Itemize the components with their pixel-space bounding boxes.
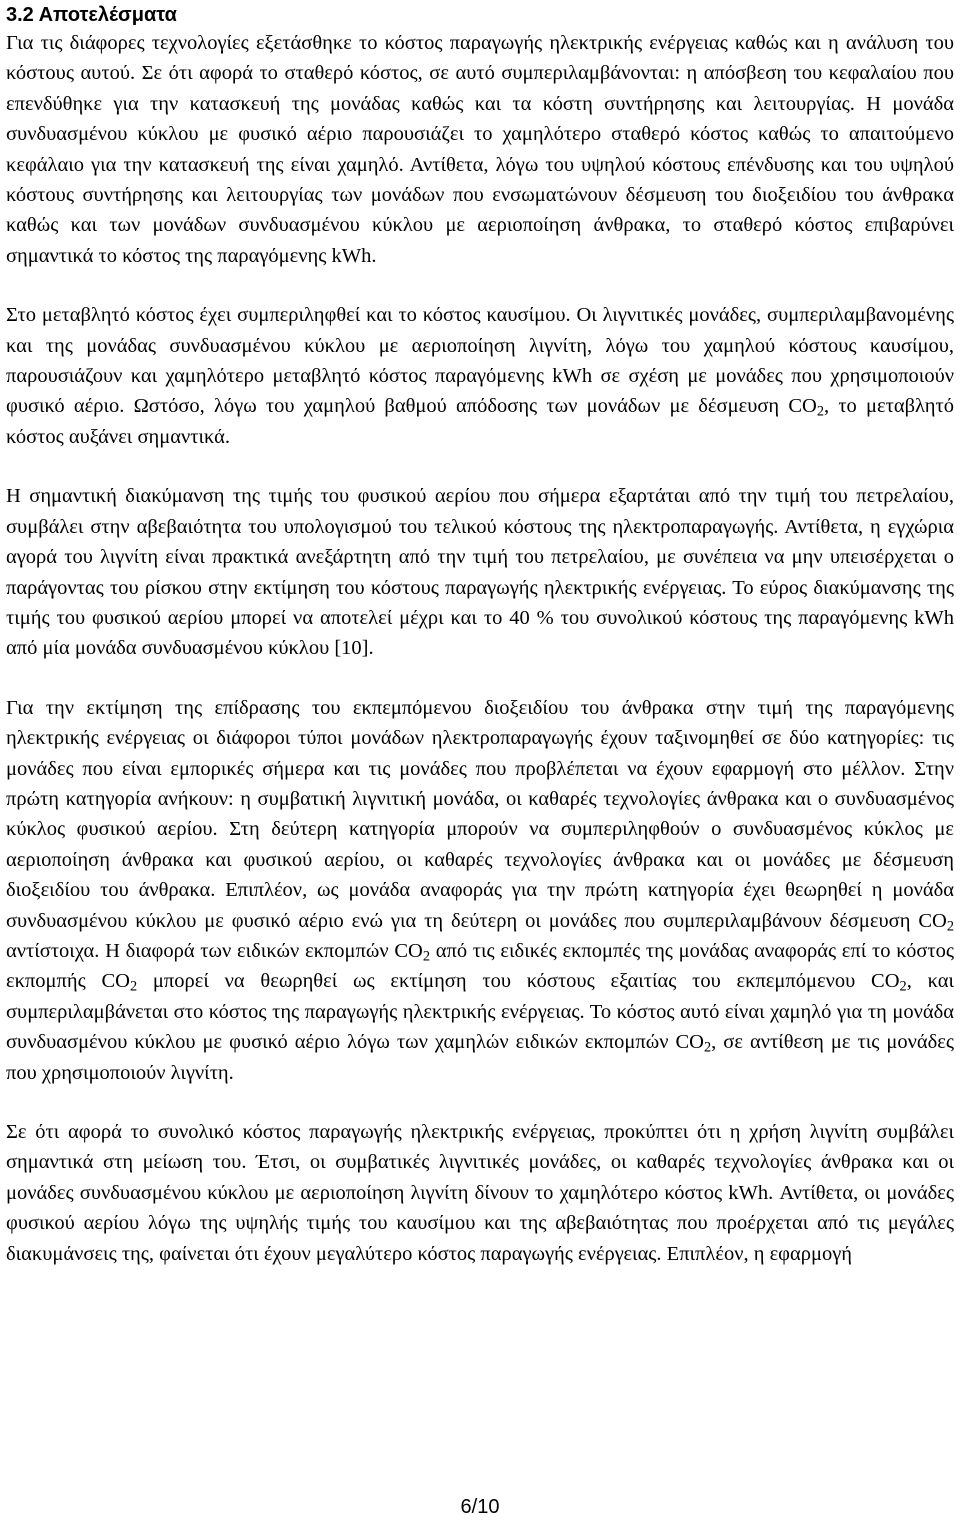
paragraph-text: Η σημαντική διακύμανση της τιμής του φυσικού αερίου που σήμερα εξαρτάται από την τιμή του πετρελαίου, συμβάλει στην αβεβαιότητα του υπολογισμού του τελικού κόστους της ηλεκτροπαραγωγής. Αντίθετα, η εγχώρια αγορά του λιγνίτη είναι πρακτικά ανεξάρτητη από την τιμή του πετρελαίου, με συνέπεια να μην υπεισέρχεται ο παράγοντας του ρίσκου στην εκτίμηση του κόστους παραγωγής ηλεκτρικής ενέργειας. Το εύρος διακύμανσης της τιμής του φυσικού αερίου μπορεί να αποτελεί μέχρι και το 40 % του συνολικού κόστους της παραγόμενης kWh από μία μονάδα συνδυασμένου κύκλου [10]. [6,485,954,660]
paragraph-4 [6,693,954,1088]
paragraph-text: Για την εκτίμηση της επίδρασης του εκπεμπόμενου διοξειδίου του άνθρακα στην τιμή της παραγόμενης ηλεκτρικής ενέργειας οι διάφοροι τύποι μονάδων ηλεκτροπαραγωγής έχουν ταξινομηθεί σε δύο κατηγορίες: τις μονάδες που είναι εμπορικές σήμερα και τις μονάδες που προβλέπεται να έχουν εφαρμογή στο μέλλον. Στην πρώτη κατηγορία ανήκουν: η συμβατική λιγνιτική μονάδα, οι καθαρές τεχνολογίες άνθρακα και ο συνδυασμένος κύκλος φυσικού αερίου. Στη δεύτερη κατηγορία μπορούν να συμπεριληφθούν ο συνδυασμένος κύκλος με αεριοποίηση άνθρακα και φυσικού αερίου, οι καθαρές τεχνολογίες άνθρακα και οι μονάδες με δέσμευση διοξειδίου του άνθρακα. Επιπλέον, ως μονάδα αναφοράς για την πρώτη κατηγορία έχει θεωρηθεί η μονάδα συνδυασμένου κύκλου με φυσικό αέριο ενώ για τη δεύτερη οι μονάδες που συμπεριλαμβάνουν δέσμευση CO [6,696,954,932]
paragraph-text: μπορεί να θεωρηθεί ως εκτίμηση του κόστους εξαιτίας του εκπεμπόμενου CO [137,970,900,993]
paragraph-1 [6,28,954,271]
subscript: 2 [946,918,954,935]
paragraph-2 [6,300,954,452]
subscript: 2 [703,1039,712,1056]
paragraph-text: , σε αντίθεση με τις μονάδες που χρησιμοποιούν λιγνίτη. [6,1031,955,1084]
page-number: 6/10 [460,1496,500,1518]
section-heading: 3.2 Αποτελέσματα [6,4,177,26]
subscript: 2 [422,948,430,965]
paragraph-text: αντίστοιχα. Η διαφορά των ειδικών εκπομπών CO [6,939,423,962]
paragraph-text: Σε ότι αφορά το συνολικό κόστος παραγωγής ηλεκτρικής ενέργειας, προκύπτει ότι η χρήση λιγνίτη συμβάλει σημαντικά στη μείωση του. Έτσι, οι συμβατικές λιγνιτικές μονάδες, οι καθαρές τεχνολογίες άνθρακα και οι μονάδες συνδυασμένου κύκλου με αεριοποίηση λιγνίτη δίνουν το χαμηλότερο κόστος kWh. Αντίθετα, οι μονάδες φυσικού αερίου λόγω της υψηλής τιμής του καυσίμου και της αβεβαιότητας που προέρχεται από τις μεγάλες διακυμάνσεις της, φαίνεται ότι έχουν μεγαλύτερο κόστος παραγωγής ενέργειας. Επιπλέον, η εφαρμογή [6,1121,954,1265]
document-page [6,0,954,1269]
subscript: 2 [129,978,138,995]
paragraph-5 [6,1117,954,1269]
paragraph-text: από τις ειδικές εκπομπές της μονάδας αναφοράς επί το κόστος εκπομπής CO [6,939,954,993]
paragraph-text: Για τις διάφορες τεχνολογίες εξετάσθηκε το κόστος παραγωγής ηλεκτρικής ενέργειας καθώς και η ανάλυση του κόστους αυτού. Σε ότι αφορά το σταθερό κόστος, σε αυτό συμπεριλαμβάνονται: η απόσβεση του κεφαλαίου που επενδύθηκε για την κατασκευή της μονάδας καθώς και τα κόστη συντήρησης και λειτουργίας. Η μονάδα συνδυασμένου κύκλου με φυσικό αέριο παρουσιάζει το χαμηλότερο σταθερό κόστος καθώς το απαιτούμενο κεφάλαιο για την κατασκευή της είναι χαμηλό. Αντίθετα, λόγω του υψηλού κόστους επένδυσης και του υψηλού κόστους συντήρησης και λειτουργίας των μονάδων που ενσωματώνουν δέσμευση του διοξειδίου του άνθρακα καθώς και των μονάδων συνδυασμένου κύκλου με αεριοποίηση άνθρακα, το σταθερό κόστος επιβαρύνει σημαντικά το κόστος της παραγόμενης kWh. [6,32,954,267]
paragraph-text: Στο μεταβλητό κόστος έχει συμπεριληφθεί και το κόστος καυσίμου. Οι λιγνιτικές μονάδες, συμπεριλαμβανομένης και της μονάδας συνδυασμένου κύκλου με αεριοποίηση λιγνίτη, λόγω του χαμηλού κόστους καυσίμου, παρουσιάζουν και χαμηλότερο μεταβλητό κόστος παραγόμενης kWh σε σχέση με μονάδες που χρησιμοποιούν φυσικό αέριο. Ωστόσο, λόγω του χαμηλού βαθμού απόδοσης των μονάδων με δέσμευση CO [6,304,954,418]
subscript: 2 [816,404,824,421]
paragraph-text: , το μεταβλητό κόστος αυξάνει σημαντικά. [6,395,954,448]
paragraph-text: , και συμπεριλαμβάνεται στο κόστος της παραγωγής ηλεκτρικής ενέργειας. Το κόστος αυτό είναι χαμηλό για τη μονάδα συνδυασμένου κύκλου με φυσικό αέριο λόγω των χαμηλών ειδικών εκπομπών CO [6,970,955,1054]
subscript: 2 [899,978,907,995]
paragraph-3 [6,481,954,663]
